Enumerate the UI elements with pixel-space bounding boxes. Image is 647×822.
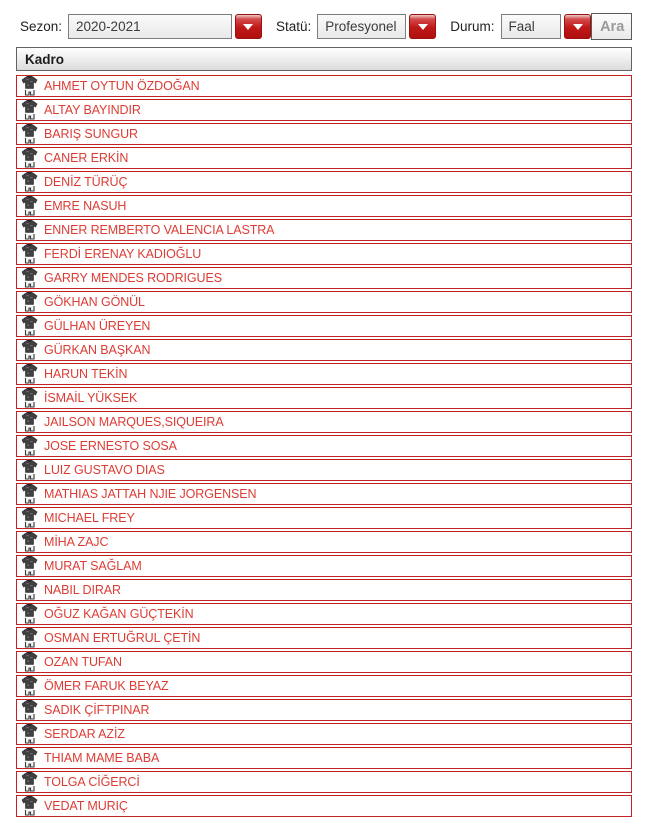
chevron-down-icon — [418, 24, 428, 30]
player-name: OSMAN ERTUĞRUL ÇETİN — [44, 631, 201, 645]
player-name: ENNER REMBERTO VALENCIA LASTRA — [44, 223, 275, 237]
player-row[interactable] — [16, 723, 632, 745]
state-select[interactable] — [501, 14, 562, 39]
jersey-kit-icon — [21, 700, 38, 720]
player-name: MATHIAS JATTAH NJIE JORGENSEN — [44, 487, 257, 501]
player-row[interactable] — [16, 267, 632, 289]
player-row[interactable] — [16, 387, 632, 409]
jersey-kit-icon — [21, 100, 38, 120]
player-row[interactable] — [16, 123, 632, 145]
jersey-kit-icon — [21, 628, 38, 648]
player-name: İSMAİL YÜKSEK — [44, 391, 138, 405]
player-name: JAILSON MARQUES,SIQUEIRA — [44, 415, 224, 429]
player-row[interactable] — [16, 699, 632, 721]
jersey-kit-icon — [21, 676, 38, 696]
season-dropdown-button[interactable] — [235, 14, 262, 39]
player-row[interactable] — [16, 651, 632, 673]
jersey-kit-icon — [21, 76, 38, 96]
player-name: AHMET OYTUN ÖZDOĞAN — [44, 79, 200, 93]
jersey-kit-icon — [21, 172, 38, 192]
jersey-kit-icon — [21, 532, 38, 552]
player-name: GÖKHAN GÖNÜL — [44, 295, 145, 309]
state-label: Durum: — [450, 19, 495, 34]
player-row[interactable] — [16, 411, 632, 433]
player-row[interactable] — [16, 219, 632, 241]
jersey-kit-icon — [21, 772, 38, 792]
player-row[interactable] — [16, 291, 632, 313]
season-value: 2020-2021 — [76, 19, 141, 34]
filter-bar — [0, 0, 647, 40]
player-row[interactable] — [16, 99, 632, 121]
player-name: NABIL DIRAR — [44, 583, 121, 597]
jersey-kit-icon — [21, 556, 38, 576]
jersey-kit-icon — [21, 316, 38, 336]
player-name: MİHA ZAJC — [44, 535, 109, 549]
player-name: MURAT SAĞLAM — [44, 559, 142, 573]
status-label: Statü: — [275, 19, 312, 34]
player-row[interactable] — [16, 771, 632, 793]
status-select[interactable] — [317, 14, 406, 39]
player-name: TOLGA CİĞERCİ — [44, 775, 140, 789]
player-name: THIAM MAME BABA — [44, 751, 160, 765]
jersey-kit-icon — [21, 364, 38, 384]
player-name: OZAN TUFAN — [44, 655, 122, 669]
player-row[interactable] — [16, 459, 632, 481]
player-name: FERDİ ERENAY KADIOĞLU — [44, 247, 202, 261]
player-row[interactable] — [16, 315, 632, 337]
jersey-kit-icon — [21, 340, 38, 360]
player-row[interactable] — [16, 531, 632, 553]
player-name: LUIZ GUSTAVO DIAS — [44, 463, 165, 477]
jersey-kit-icon — [21, 268, 38, 288]
player-row[interactable] — [16, 747, 632, 769]
player-name: GÜRKAN BAŞKAN — [44, 343, 151, 357]
player-row[interactable] — [16, 75, 632, 97]
roster-table — [16, 47, 632, 817]
player-name: ÖMER FARUK BEYAZ — [44, 679, 169, 693]
jersey-kit-icon — [21, 436, 38, 456]
player-row[interactable] — [16, 483, 632, 505]
player-row[interactable] — [16, 675, 632, 697]
jersey-kit-icon — [21, 220, 38, 240]
player-row[interactable] — [16, 147, 632, 169]
jersey-kit-icon — [21, 124, 38, 144]
chevron-down-icon — [243, 24, 253, 30]
jersey-kit-icon — [21, 748, 38, 768]
player-name: MICHAEL FREY — [44, 511, 135, 525]
player-row[interactable] — [16, 579, 632, 601]
player-row[interactable] — [16, 195, 632, 217]
state-value: Faal — [508, 19, 535, 34]
jersey-kit-icon — [21, 196, 38, 216]
table-header-label: Kadro — [25, 51, 65, 67]
jersey-kit-icon — [21, 652, 38, 672]
player-row[interactable] — [16, 363, 632, 385]
player-row[interactable] — [16, 171, 632, 193]
player-name: GARRY MENDES RODRIGUES — [44, 271, 222, 285]
jersey-kit-icon — [21, 460, 38, 480]
player-row[interactable] — [16, 555, 632, 577]
player-list — [16, 75, 632, 817]
jersey-kit-icon — [21, 412, 38, 432]
player-name: DENİZ TÜRÜÇ — [44, 175, 128, 189]
chevron-down-icon — [573, 24, 583, 30]
player-row[interactable] — [16, 795, 632, 817]
season-label: Sezon: — [20, 19, 63, 34]
status-value: Profesyonel — [325, 19, 397, 34]
jersey-kit-icon — [21, 148, 38, 168]
player-name: JOSE ERNESTO SOSA — [44, 439, 177, 453]
player-name: SERDAR AZİZ — [44, 727, 125, 741]
player-row[interactable] — [16, 627, 632, 649]
status-dropdown-button[interactable] — [409, 14, 436, 39]
player-row[interactable] — [16, 603, 632, 625]
player-row[interactable] — [16, 435, 632, 457]
jersey-kit-icon — [21, 484, 38, 504]
jersey-kit-icon — [21, 292, 38, 312]
jersey-kit-icon — [21, 724, 38, 744]
player-name: BARIŞ SUNGUR — [44, 127, 138, 141]
table-header — [16, 47, 632, 71]
jersey-kit-icon — [21, 604, 38, 624]
player-row[interactable] — [16, 243, 632, 265]
player-name: ALTAY BAYINDIR — [44, 103, 141, 117]
search-button[interactable]: Ara — [591, 13, 632, 40]
state-dropdown-button[interactable] — [564, 14, 591, 39]
player-name: EMRE NASUH — [44, 199, 127, 213]
jersey-kit-icon — [21, 244, 38, 264]
season-select[interactable] — [68, 14, 232, 39]
player-row[interactable] — [16, 339, 632, 361]
player-name: OĞUZ KAĞAN GÜÇTEKİN — [44, 607, 194, 621]
jersey-kit-icon — [21, 508, 38, 528]
player-name: CANER ERKİN — [44, 151, 129, 165]
player-name: SADIK ÇİFTPINAR — [44, 703, 150, 717]
player-name: HARUN TEKİN — [44, 367, 128, 381]
player-name: GÜLHAN ÜREYEN — [44, 319, 151, 333]
player-row[interactable] — [16, 507, 632, 529]
player-name: VEDAT MURIÇ — [44, 799, 128, 813]
jersey-kit-icon — [21, 388, 38, 408]
jersey-kit-icon — [21, 580, 38, 600]
jersey-kit-icon — [21, 796, 38, 816]
